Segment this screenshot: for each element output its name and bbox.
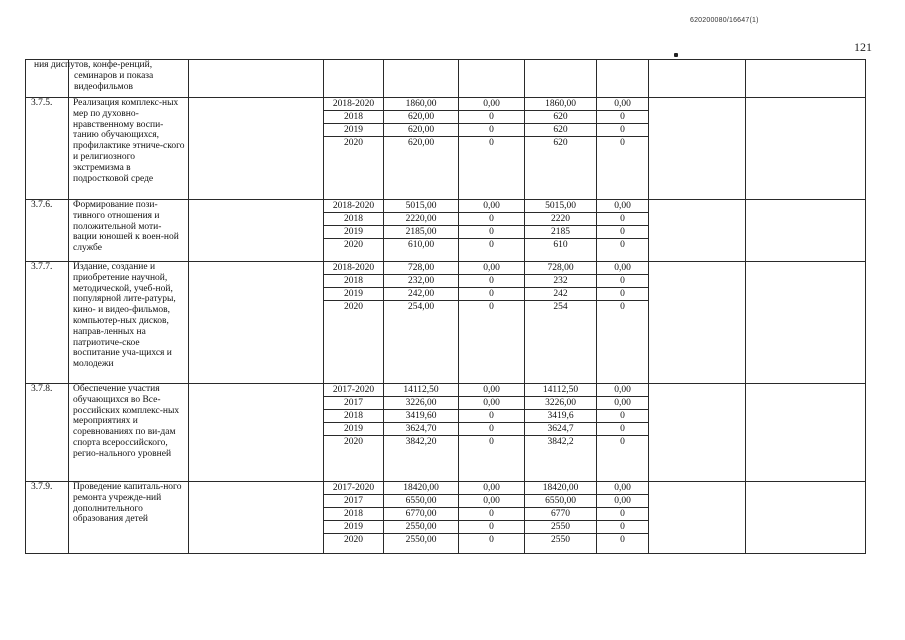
regional-cell: 18420,00: [525, 482, 596, 495]
federal-cell: 0: [459, 275, 524, 288]
indicator-cell: [649, 482, 746, 554]
document-id: 620200080/16647(1): [690, 17, 759, 24]
table-row: [26, 98, 866, 200]
regional-cell: 620: [525, 124, 596, 137]
local-cell: 0: [597, 423, 648, 436]
federal-cell-group: [459, 384, 525, 482]
regional-cell: 2550: [551, 535, 570, 545]
federal-cell: 0: [459, 124, 524, 137]
regional-cell: 620: [553, 138, 568, 148]
local-cell: 0,00: [597, 482, 648, 495]
federal-cell: 0: [459, 213, 524, 226]
local-cell: 0: [597, 226, 648, 239]
year-cell: 2017-2020: [324, 384, 383, 397]
row-number: 3.7.9.: [26, 482, 69, 554]
total-cell: 610,00: [407, 240, 435, 250]
total-cell: 6550,00: [384, 495, 458, 508]
local-cell: 0: [597, 124, 648, 137]
local-cell: 0: [597, 213, 648, 226]
local-cell-group: [597, 384, 649, 482]
year-cell: 2017-2020: [324, 482, 383, 495]
total-cell-group: [384, 482, 459, 554]
regional-cell-group: [525, 200, 597, 262]
year-cell: 2018: [324, 508, 383, 521]
year-cell: 2020: [344, 535, 363, 545]
activity-name: Формирование пози-тивного отношения и положительной моти-вации юношей к воен-ной службе: [69, 200, 189, 262]
federal-cell: 0: [459, 521, 524, 534]
result-cell: [746, 384, 866, 482]
federal-cell: 0,00: [459, 200, 524, 213]
regional-cell: 2220: [525, 213, 596, 226]
total-cell-group: [384, 384, 459, 482]
federal-cell: 0: [459, 111, 524, 124]
local-cell-group: [597, 482, 649, 554]
total-cell: 1860,00: [384, 98, 458, 111]
continuation-row: [26, 60, 866, 98]
federal-cell-group: [459, 262, 525, 384]
regional-cell: 6770: [525, 508, 596, 521]
total-cell: 242,00: [384, 288, 458, 301]
federal-cell: 0: [459, 288, 524, 301]
activity-name: Реализация комплекс-ных мер по духовно-нравственному воспи-танию обучающихся, профилактике этниче-ского и религиозного экстремизма в подростковой среде: [69, 98, 189, 200]
year-cell: 2018-2020: [324, 262, 383, 275]
total-cell: 2220,00: [384, 213, 458, 226]
year-cell: 2020: [344, 138, 363, 148]
regional-cell: 610: [553, 240, 568, 250]
row-number: 3.7.8.: [26, 384, 69, 482]
indicator-cell: [649, 98, 746, 200]
total-cell: 232,00: [384, 275, 458, 288]
regional-cell: 6550,00: [525, 495, 596, 508]
regional-cell-group: [525, 262, 597, 384]
local-cell-group: [597, 98, 649, 200]
local-cell: 0: [620, 302, 625, 312]
local-cell: 0: [620, 437, 625, 447]
local-cell: 0: [597, 111, 648, 124]
ink-mark: [674, 53, 678, 57]
year-cell: 2019: [324, 288, 383, 301]
total-cell: 2550,00: [405, 535, 437, 545]
federal-cell: 0: [459, 423, 524, 436]
federal-cell: 0,00: [459, 262, 524, 275]
regional-cell: 2185: [525, 226, 596, 239]
result-cell: [746, 200, 866, 262]
activity-name: Издание, создание и приобретение научной, методической, учеб-ной, популярной лите-ратуры, кино- и видео-фильмов, компьютер-ных дисков, направ-ленных на патриотиче-ское воспитание уча-щихся и молодежи: [69, 262, 189, 384]
page-number: 121: [854, 40, 872, 54]
year-cell: 2020: [344, 240, 363, 250]
executor-cell: [189, 384, 324, 482]
total-cell-group: [384, 262, 459, 384]
regional-cell: 3226,00: [525, 397, 596, 410]
local-cell: 0,00: [597, 495, 648, 508]
activity-name: ния диспутов, конфе-ренций, семинаров и показа видеофильмов: [69, 60, 189, 98]
total-cell-group: [384, 98, 459, 200]
year-cell: 2018: [324, 410, 383, 423]
local-cell: 0: [597, 508, 648, 521]
total-cell: 3842,20: [405, 437, 437, 447]
local-cell: 0,00: [597, 200, 648, 213]
local-cell: 0,00: [597, 262, 648, 275]
local-cell: 0: [620, 535, 625, 545]
federal-cell: 0: [489, 437, 494, 447]
local-cell: 0: [597, 521, 648, 534]
indicator-cell: [649, 384, 746, 482]
total-cell: 620,00: [384, 111, 458, 124]
activity-name: Обеспечение участия обучающихся во Все-российских комплекс-ных мероприятиях и соревнованиях по ви-дам спорта всероссийского, регио-нального уровней: [69, 384, 189, 482]
local-cell: 0: [620, 240, 625, 250]
total-cell: 728,00: [384, 262, 458, 275]
executor-cell: [189, 200, 324, 262]
program-table: [25, 59, 866, 554]
indicator-cell: [649, 200, 746, 262]
regional-cell: 14112,50: [525, 384, 596, 397]
total-cell: 2185,00: [384, 226, 458, 239]
row-number: 3.7.5.: [26, 98, 69, 200]
federal-cell: 0: [489, 302, 494, 312]
year-cell: 2019: [324, 423, 383, 436]
regional-cell: 620: [525, 111, 596, 124]
local-cell: 0: [620, 138, 625, 148]
year-cell: 2020: [344, 302, 363, 312]
year-cell-group: [324, 98, 384, 200]
total-cell: 3226,00: [384, 397, 458, 410]
executor-cell: [189, 98, 324, 200]
federal-cell: 0: [459, 226, 524, 239]
regional-cell: 5015,00: [525, 200, 596, 213]
total-cell: 3419,60: [384, 410, 458, 423]
local-cell: 0: [597, 410, 648, 423]
regional-cell: 3419,6: [525, 410, 596, 423]
federal-cell: 0,00: [459, 397, 524, 410]
table-row: [26, 384, 866, 482]
federal-cell: 0: [459, 410, 524, 423]
year-cell-group: [324, 482, 384, 554]
indicator-cell: [649, 262, 746, 384]
row-number: 3.7.6.: [26, 200, 69, 262]
regional-cell-group: [525, 384, 597, 482]
local-cell-group: [597, 262, 649, 384]
year-cell: 2018-2020: [324, 98, 383, 111]
federal-cell-group: [459, 98, 525, 200]
regional-cell: 2550: [525, 521, 596, 534]
total-cell: 5015,00: [384, 200, 458, 213]
executor-cell: [189, 262, 324, 384]
result-cell: [746, 98, 866, 200]
federal-cell-group: [459, 200, 525, 262]
year-cell-group: [324, 384, 384, 482]
federal-cell: 0,00: [459, 482, 524, 495]
executor-cell: [189, 482, 324, 554]
row-number: 3.7.7.: [26, 262, 69, 384]
year-cell: 2017: [324, 397, 383, 410]
table-row: [26, 482, 866, 554]
year-cell-group: [324, 200, 384, 262]
federal-cell: 0: [489, 535, 494, 545]
total-cell: 254,00: [407, 302, 435, 312]
regional-cell-group: [525, 482, 597, 554]
total-cell-group: [384, 200, 459, 262]
regional-cell: 728,00: [525, 262, 596, 275]
year-cell: 2018-2020: [324, 200, 383, 213]
regional-cell: 3624,7: [525, 423, 596, 436]
total-cell: 620,00: [407, 138, 435, 148]
regional-cell: 254: [553, 302, 568, 312]
year-cell: 2019: [324, 521, 383, 534]
local-cell: 0: [597, 275, 648, 288]
federal-cell-group: [459, 482, 525, 554]
federal-cell: 0,00: [459, 495, 524, 508]
year-cell-group: [324, 262, 384, 384]
year-cell: 2018: [324, 213, 383, 226]
year-cell: 2019: [324, 124, 383, 137]
federal-cell: 0: [489, 240, 494, 250]
result-cell: [746, 262, 866, 384]
total-cell: 6770,00: [384, 508, 458, 521]
activity-name: Проведение капиталь-ного ремонта учрежде-ний дополнительного образования детей: [69, 482, 189, 554]
federal-cell: 0: [459, 508, 524, 521]
regional-cell-group: [525, 98, 597, 200]
regional-cell: 1860,00: [525, 98, 596, 111]
year-cell: 2017: [324, 495, 383, 508]
year-cell: 2018: [324, 275, 383, 288]
regional-cell: 232: [525, 275, 596, 288]
local-cell-group: [597, 200, 649, 262]
year-cell: 2020: [344, 437, 363, 447]
local-cell: 0,00: [597, 384, 648, 397]
total-cell: 2550,00: [384, 521, 458, 534]
local-cell: 0,00: [597, 98, 648, 111]
total-cell: 3624,70: [384, 423, 458, 436]
federal-cell: 0,00: [459, 384, 524, 397]
table-row: [26, 262, 866, 384]
regional-cell: 242: [525, 288, 596, 301]
local-cell: 0,00: [597, 397, 648, 410]
year-cell: 2018: [324, 111, 383, 124]
total-cell: 18420,00: [384, 482, 458, 495]
total-cell: 14112,50: [384, 384, 458, 397]
total-cell: 620,00: [384, 124, 458, 137]
year-cell: 2019: [324, 226, 383, 239]
federal-cell: 0,00: [459, 98, 524, 111]
federal-cell: 0: [489, 138, 494, 148]
regional-cell: 3842,2: [547, 437, 574, 447]
table-row: [26, 200, 866, 262]
local-cell: 0: [597, 288, 648, 301]
result-cell: [746, 482, 866, 554]
